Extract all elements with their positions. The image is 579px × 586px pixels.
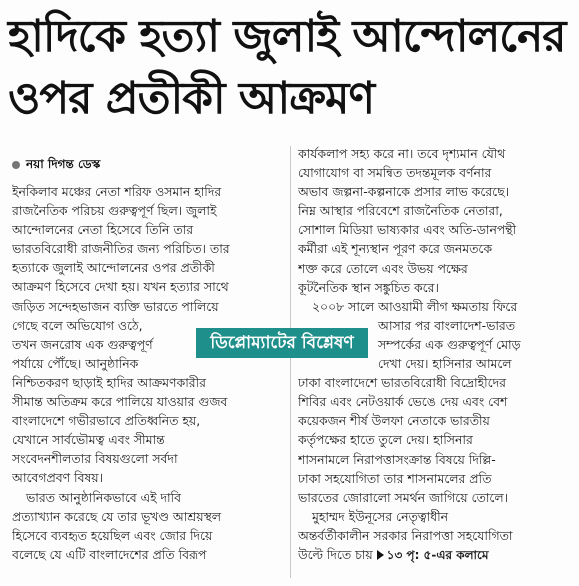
text-line-last: [298, 545, 567, 565]
text-line: তখন জনরোষ এক গুরুত্বপূর্ণ: [12, 336, 153, 352]
text-line: শক্ত করে তোলে এবং উভয় পক্ষের: [298, 260, 468, 276]
text-line: ভারত আনুষ্ঠানিকভাবে এই দাবি: [26, 489, 181, 505]
text-line: বাংলাদেশে গভীরভাবে প্রতিধ্বনিত হয়,: [12, 413, 201, 429]
text-line: সীমান্ত অতিক্রম করে পালিয়ে যাওয়ার গুজব: [12, 394, 228, 410]
headline-line-2: ওপর প্রতীকী আক্রমণ: [8, 73, 375, 124]
text-line: ঢাকা বাংলাদেশে ভারতবিরোধী বিদ্রোহীদের: [298, 375, 506, 391]
text-line: ভারতের জোরালো সমর্থন জাগিয়ে তোলে।: [298, 489, 509, 505]
text-line: দেখা দেয়। হাসিনার আমলে: [378, 356, 512, 372]
continuation-text: ১৩ পৃ: ৫-এর কলামে: [386, 547, 489, 562]
text-line: জড়িত সন্দেহভাজন ব্যক্তি ভারতে পালিয়ে: [12, 298, 219, 314]
byline: [12, 156, 100, 176]
text-line: প্রত্যাখ্যান করেছে যে তার ভূখণ্ড আশ্রয়স্থল: [12, 508, 222, 524]
text-line: হিসেবে ব্যবহৃত হয়েছিল এবং জোর দিয়ে: [12, 527, 213, 543]
continuation-link[interactable]: [377, 548, 489, 562]
text-line: আন্দোলনের নেতা হিসেবে তিনি তার: [12, 222, 194, 238]
byline-text: নয়া দিগন্ত ডেস্ক: [26, 157, 101, 171]
text-line: ঢাকা সহযোগিতা তার শাসনামলের প্রতি: [298, 470, 492, 486]
text-line: কর্তৃপক্ষের হাতে তুলে দেয়। হাসিনার: [298, 432, 473, 448]
text-line: নিশ্চিতকরণ ছাড়াই হাদির আক্রমণকারীর: [12, 374, 206, 390]
headline-line-1: হাদিকে হত্যা জুলাই আন্দোলনের: [8, 11, 566, 62]
text-line: শাসনামলে নিরাপত্তাসংক্রান্ত বিষয়ে দিল্লি-: [298, 451, 496, 467]
text-line: ইনকিলাব মঞ্চের নেতা শরিফ ওসমান হাদির: [12, 184, 222, 199]
text-line: কূটনৈতিক স্থান সঙ্কুচিত করে।: [298, 279, 439, 295]
text-line: কার্যকলাপ সহ্য করে না। তবে দৃশ্যমান যৌথ: [298, 146, 506, 161]
text-line: সংবেদনশীলতার বিষয়গুলো সর্বদা: [12, 451, 178, 467]
text-line-tail: উল্টে দিতে চায়: [298, 546, 373, 562]
text-line: ভারতবিরোধী রাজনীতির জন্য পরিচিত। তার: [12, 241, 230, 257]
text-line: গেছে বলে অভিযোগ ওঠে,: [12, 317, 143, 333]
text-line: অন্তর্বর্তীকালীন সরকার নিরাপত্তা সহযোগিতা: [298, 527, 513, 543]
text-line: অভাব জল্পনা-কল্পনাকে প্রসার লাভ করেছে।: [298, 184, 510, 200]
right-column: [298, 144, 567, 565]
text-line: বলেছে যে এটি বাংলাদেশের প্রতি বিরূপ: [12, 546, 207, 562]
text-line: ২০০৮ সালে আওয়ামী লীগ ক্ষমতায় ফিরে: [312, 298, 518, 314]
text-line: নিম্ন আস্থার পরিবেশে রাজনৈতিক নেতারা,: [298, 203, 503, 219]
text-line: মুহাম্মদ ইউনূসের নেতৃত্বাধীন: [312, 508, 449, 524]
arrow-right-icon: [377, 550, 384, 560]
text-line: হত্যাকে জুলাই আন্দোলনের ওপর প্রতীকী: [12, 260, 215, 276]
text-line: শিবির এবং নেটওয়ার্ক ভেঙে দেয় এবং বেশ: [298, 394, 508, 410]
bullet-icon: [12, 161, 20, 169]
pull-quote-box: ডিপ্লোম্যাটের বিশ্লেষণ: [196, 328, 368, 358]
headline: [8, 6, 568, 130]
text-line: যোগাযোগ বা সমন্বিত তদন্তমূলক বর্ণনার: [298, 165, 492, 181]
text-line: রাজনৈতিক পরিচয় গুরুত্বপূর্ণ ছিল। জুলাই: [12, 203, 217, 219]
text-line: সোশাল মিডিয়া ভাষ্যকার এবং অতি-ডানপন্থী: [298, 222, 517, 238]
left-column: [12, 182, 282, 564]
text-line: আবেগপ্রবণ বিষয়।: [12, 470, 104, 486]
text-line: যেখানে সার্বভৌমত্ব এবং সীমান্ত: [12, 432, 165, 448]
text-line: কর্মীরা এই শূন্যস্থান পূরণ করে জনমতকে: [298, 241, 493, 257]
text-line: সম্পর্কের এক গুরুত্বপূর্ণ মোড়: [378, 336, 521, 352]
text-line: আক্রমণ হিসেবে দেখা হয়। যখন হত্যার সাথে: [12, 279, 229, 295]
text-line: কয়েকজন শীর্ষ উলফা নেতাকে ভারতীয়: [298, 413, 490, 429]
text-line: পর্যায়ে পৌঁছে। আনুষ্ঠানিক: [12, 355, 139, 371]
column-divider: [290, 146, 291, 578]
text-line: আসার পর বাংলাদেশ-ভারত: [378, 317, 516, 333]
